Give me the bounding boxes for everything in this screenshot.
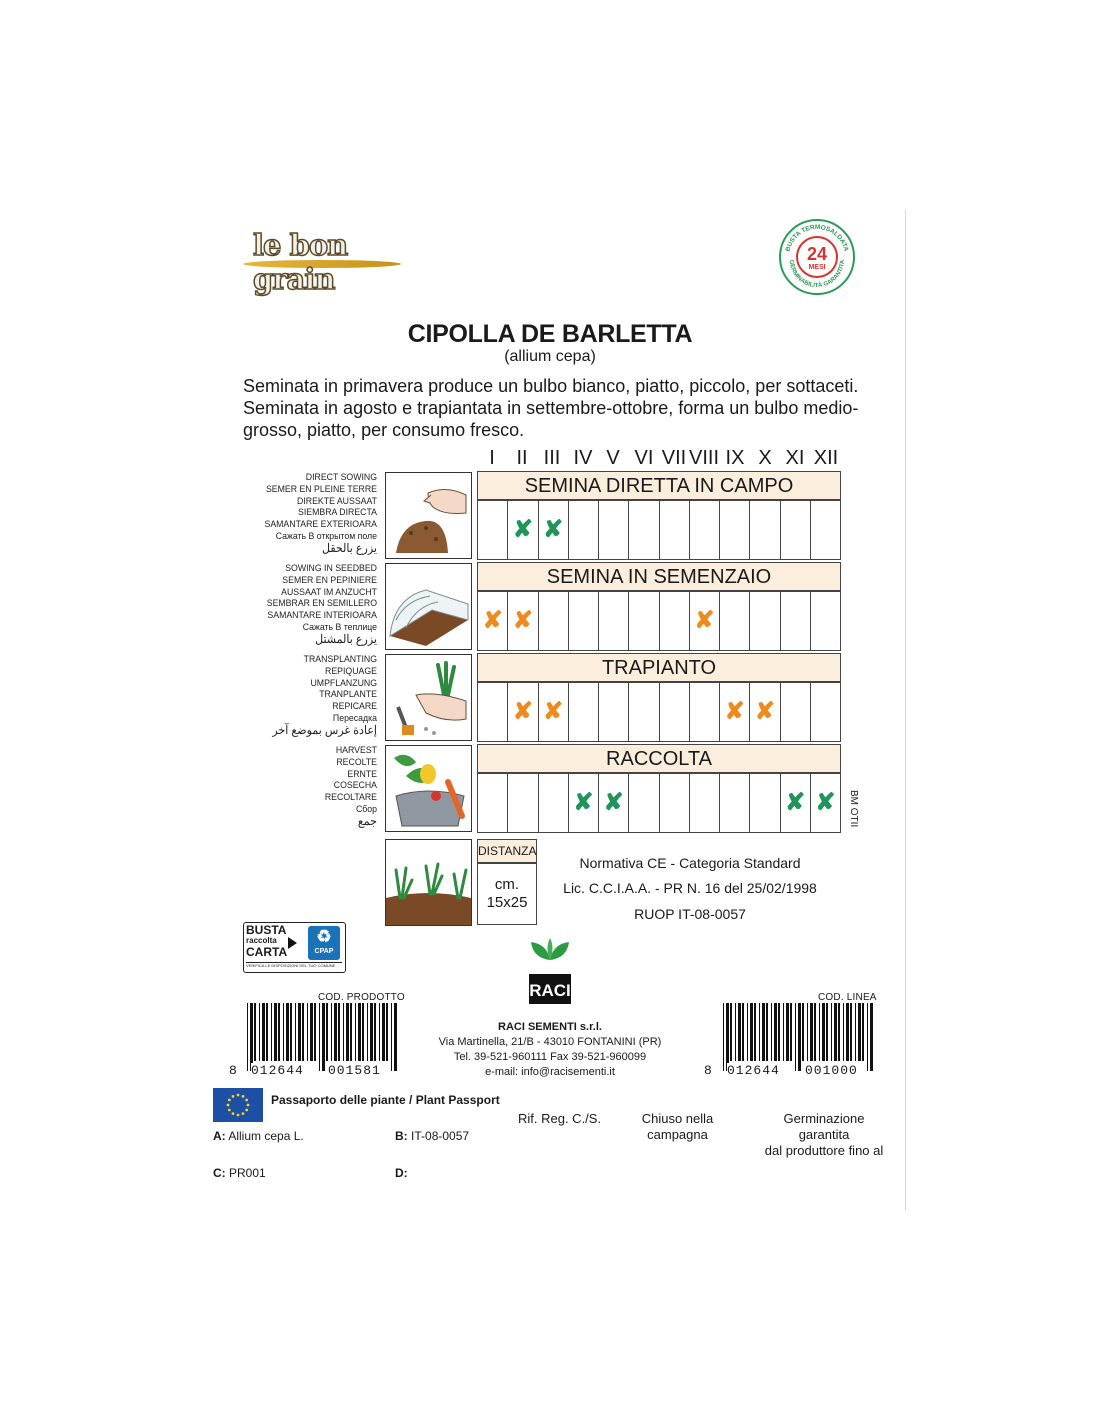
calendar-cell bbox=[569, 592, 599, 650]
calendar-mark: ✘ bbox=[603, 789, 624, 816]
busta-footer: VERIFICA LE DISPOSIZIONI DEL TUO COMUNE bbox=[246, 962, 342, 968]
barcode-bar bbox=[747, 1003, 748, 1061]
barcode-bar bbox=[735, 1003, 736, 1061]
barcode-bar bbox=[778, 1003, 780, 1061]
calendar-cell bbox=[811, 774, 840, 832]
barcode-bar bbox=[858, 1003, 861, 1061]
calendar-cell bbox=[660, 592, 690, 650]
eu-flag-icon bbox=[213, 1088, 263, 1122]
seal-unit: MESI bbox=[808, 264, 826, 271]
calendar-cell bbox=[720, 683, 750, 741]
normativa-line-3: RUOP IT-08-0057 bbox=[634, 906, 746, 922]
barcode-bar bbox=[831, 1003, 832, 1061]
calendar-mark: ✘ bbox=[543, 516, 564, 543]
barcode-bar bbox=[310, 1003, 313, 1061]
month-label: VIII bbox=[689, 447, 720, 469]
barcode-bar bbox=[355, 1003, 356, 1061]
calendar-cell bbox=[690, 592, 720, 650]
calendar-cell bbox=[599, 774, 629, 832]
calendar-cell bbox=[781, 592, 811, 650]
calendar-cell bbox=[569, 501, 599, 559]
calendar-mark: ✘ bbox=[512, 607, 533, 634]
calendar-cell bbox=[660, 774, 690, 832]
month-label: V bbox=[606, 447, 620, 469]
barcode-bar bbox=[278, 1003, 280, 1061]
busta-line3: CARTA bbox=[246, 945, 288, 959]
direct-sowing-illustration bbox=[385, 472, 472, 559]
product-latin-name: (allium cepa) bbox=[504, 348, 596, 365]
calendar-cell bbox=[629, 683, 659, 741]
barcode-bar bbox=[843, 1003, 844, 1061]
barcode-bar bbox=[302, 1003, 304, 1061]
barcode-bar bbox=[358, 1003, 361, 1061]
calendar-cell bbox=[629, 501, 659, 559]
raci-email: e-mail: info@racisementi.it bbox=[485, 1066, 615, 1078]
trapianto-calendar bbox=[477, 682, 841, 742]
transplanting-illustration bbox=[385, 654, 472, 741]
passport-d: D: bbox=[395, 1166, 408, 1180]
barcode-bar bbox=[250, 1003, 253, 1071]
month-label: X bbox=[758, 447, 772, 469]
barcode-bar bbox=[783, 1003, 784, 1061]
calendar-cell bbox=[478, 774, 508, 832]
cod-linea-label: COD. LINEA bbox=[818, 992, 877, 1003]
month-label: III bbox=[543, 447, 561, 469]
barcode-bar bbox=[774, 1003, 777, 1061]
cod-prodotto-label: COD. PRODOTTO bbox=[318, 992, 405, 1003]
calendar-mark: ✘ bbox=[754, 698, 775, 725]
barcode-bar bbox=[759, 1003, 760, 1061]
eu-star bbox=[228, 1099, 231, 1102]
barcode-bar bbox=[254, 1003, 256, 1061]
barcode-left-digits2: 001581 bbox=[328, 1063, 381, 1078]
arrow-icon bbox=[288, 937, 297, 949]
distance-label: DISTANZA bbox=[477, 839, 537, 863]
harvest-illustration bbox=[385, 745, 472, 832]
calendar-cell bbox=[690, 774, 720, 832]
month-label: VII bbox=[661, 447, 687, 469]
barcode-bar bbox=[274, 1003, 277, 1061]
barcode-bar bbox=[726, 1003, 729, 1071]
barcode-right-digits2: 001000 bbox=[805, 1063, 858, 1078]
barcode-bar bbox=[867, 1003, 868, 1071]
barcode-bar bbox=[798, 1003, 801, 1071]
calendar-cell bbox=[660, 683, 690, 741]
calendar-cell bbox=[720, 501, 750, 559]
brand-logo bbox=[243, 222, 403, 296]
barcode-bar bbox=[331, 1003, 332, 1061]
eu-star bbox=[242, 1112, 245, 1115]
semina-semenzaio-band: SEMINA IN SEMENZAIO bbox=[477, 562, 841, 591]
barcode-bar bbox=[862, 1003, 864, 1061]
barcode-bar bbox=[307, 1003, 308, 1061]
logo-text: le bon grain bbox=[253, 228, 348, 296]
barcode-bar bbox=[379, 1003, 380, 1061]
barcode-bar bbox=[723, 1003, 724, 1071]
raci-company: RACI SEMENTI s.r.l. bbox=[498, 1021, 602, 1033]
line-barcode bbox=[721, 1003, 873, 1071]
month-label: VI bbox=[634, 447, 654, 469]
eu-star bbox=[237, 1094, 240, 1097]
barcode-bar bbox=[762, 1003, 765, 1061]
barcode-bar bbox=[834, 1003, 837, 1061]
calendar-cell bbox=[781, 774, 811, 832]
barcode-bar bbox=[362, 1003, 364, 1061]
calendar-cell bbox=[539, 592, 569, 650]
barcode-bar bbox=[846, 1003, 849, 1061]
product-description: Seminata in primavera produce un bulbo bianco, piatto, piccolo, per sottaceti. Seminata in agosto e trapiantata in settembre-ottobre, forma un bulbo medio-grosso, piatto, per consumo fresco. bbox=[243, 376, 859, 440]
barcode-bar bbox=[382, 1003, 385, 1061]
calendar-cell bbox=[629, 592, 659, 650]
barcode-bar bbox=[259, 1003, 260, 1061]
calendar-cell bbox=[508, 683, 538, 741]
barcode-bar bbox=[271, 1003, 272, 1061]
calendar-cell bbox=[750, 501, 780, 559]
barcode-bar bbox=[290, 1003, 292, 1061]
trapianto-band: TRAPIANTO bbox=[477, 653, 841, 682]
calendar-mark: ✘ bbox=[482, 607, 503, 634]
barcode-bar bbox=[771, 1003, 772, 1061]
barcode-bar bbox=[754, 1003, 756, 1061]
passport-a: A: Allium cepa L. bbox=[213, 1129, 304, 1143]
barcode-bar bbox=[807, 1003, 808, 1061]
busta-badge: CPAP bbox=[314, 948, 334, 955]
barcode-bar bbox=[295, 1003, 296, 1061]
raccolta-band: RACCOLTA bbox=[477, 744, 841, 773]
barcode-left-first: 8 bbox=[229, 1063, 238, 1078]
product-barcode bbox=[245, 1003, 397, 1071]
month-label: I bbox=[489, 447, 495, 469]
month-label: II bbox=[516, 447, 528, 469]
barcode-bar bbox=[343, 1003, 344, 1061]
barcode-bar bbox=[750, 1003, 753, 1061]
barcode-bar bbox=[870, 1003, 873, 1071]
barcode-bar bbox=[819, 1003, 820, 1061]
calendar-cell bbox=[720, 592, 750, 650]
calendar-mark: ✘ bbox=[785, 789, 806, 816]
calendar-cell bbox=[811, 501, 840, 559]
distance-spacing: 15x25 bbox=[486, 894, 528, 911]
calendar-cell bbox=[811, 592, 840, 650]
calendar-mark: ✘ bbox=[573, 789, 594, 816]
semina-diretta-band: SEMINA DIRETTA IN CAMPO bbox=[477, 471, 841, 500]
barcode-bar bbox=[350, 1003, 352, 1061]
barcode-right-first: 8 bbox=[704, 1063, 713, 1078]
eu-star bbox=[245, 1109, 248, 1112]
calendar-cell bbox=[781, 683, 811, 741]
spacing-illustration bbox=[385, 839, 472, 926]
barcode-bar bbox=[810, 1003, 813, 1061]
calendar-cell bbox=[569, 774, 599, 832]
germinazione-garantita: Germinazione garantita dal produttore fino al bbox=[764, 1111, 884, 1158]
calendar-cell bbox=[811, 683, 840, 741]
barcode-bar bbox=[326, 1003, 328, 1061]
barcode-bar bbox=[855, 1003, 856, 1061]
normativa-line-1: Normativa CE - Categoria Standard bbox=[579, 855, 801, 871]
barcode-bar bbox=[822, 1003, 825, 1061]
eu-star bbox=[227, 1104, 230, 1107]
calendar-mark: ✘ bbox=[512, 516, 533, 543]
barcode-bar bbox=[247, 1003, 248, 1071]
paper-recycling-badge bbox=[243, 922, 346, 973]
barcode-bar bbox=[322, 1003, 325, 1071]
barcode-bar bbox=[730, 1003, 732, 1061]
distance-unit: cm. bbox=[494, 876, 520, 893]
eu-star bbox=[232, 1112, 235, 1115]
calendar-mark: ✘ bbox=[724, 698, 745, 725]
month-label: XI bbox=[785, 447, 805, 469]
calendar-cell bbox=[690, 501, 720, 559]
calendar-cell bbox=[690, 683, 720, 741]
barcode-bar bbox=[370, 1003, 373, 1061]
calendar-cell bbox=[539, 774, 569, 832]
calendar-mark: ✘ bbox=[694, 607, 715, 634]
raci-logo bbox=[527, 938, 573, 1008]
product-name: CIPOLLA DE BARLETTA bbox=[407, 320, 693, 348]
normativa-line-2: Lic. C.C.I.A.A. - PR N. 16 del 25/02/1998 bbox=[563, 880, 817, 896]
barcode-bar bbox=[394, 1003, 397, 1071]
raci-address: Via Martinella, 21/B - 43010 FONTANINI (PR) bbox=[438, 1036, 662, 1048]
month-label: IX bbox=[725, 447, 745, 469]
calendar-cell bbox=[599, 501, 629, 559]
calendar-cell bbox=[539, 683, 569, 741]
calendar-mark: ✘ bbox=[543, 698, 564, 725]
barcode-right-digits1: 012644 bbox=[727, 1063, 780, 1078]
calendar-cell bbox=[750, 683, 780, 741]
barcode-bar bbox=[742, 1003, 744, 1061]
side-code: BM OTII bbox=[848, 790, 859, 828]
barcode-bar bbox=[795, 1003, 796, 1071]
calendar-cell bbox=[508, 592, 538, 650]
distance-value bbox=[477, 863, 537, 925]
barcode-left-digits1: 012644 bbox=[251, 1063, 304, 1078]
barcode-bar bbox=[298, 1003, 301, 1061]
calendar-mark: ✘ bbox=[815, 789, 836, 816]
calendar-cell bbox=[599, 683, 629, 741]
barcode-bar bbox=[386, 1003, 388, 1061]
calendar-cell bbox=[750, 774, 780, 832]
barcode-bar bbox=[367, 1003, 368, 1061]
rif-reg: Rif. Reg. C./S. bbox=[518, 1111, 602, 1126]
eu-star bbox=[232, 1095, 235, 1098]
eu-star bbox=[237, 1114, 240, 1117]
barcode-bar bbox=[286, 1003, 289, 1061]
passport-b: B: IT-08-0057 bbox=[395, 1129, 470, 1143]
barcode-bar bbox=[338, 1003, 340, 1061]
calendar-cell bbox=[660, 501, 690, 559]
seal-number: 24 bbox=[806, 244, 828, 264]
barcode-bar bbox=[346, 1003, 349, 1061]
calendar-cell bbox=[508, 501, 538, 559]
seal-bottom-text: GERMINABILITÀ GARANTITA bbox=[787, 259, 847, 290]
barcode-bar bbox=[283, 1003, 284, 1061]
eu-star bbox=[245, 1099, 248, 1102]
barcode-bar bbox=[262, 1003, 265, 1061]
barcode-bar bbox=[786, 1003, 789, 1061]
calendar-cell bbox=[478, 501, 508, 559]
plant-passport-title: Passaporto delle piante / Plant Passport bbox=[271, 1093, 500, 1107]
barcode-bar bbox=[334, 1003, 337, 1061]
raci-phone: Tel. 39-521-960111 Fax 39-521-960099 bbox=[453, 1051, 647, 1063]
eu-star bbox=[247, 1104, 250, 1107]
eu-star bbox=[242, 1095, 245, 1098]
barcode-bar bbox=[314, 1003, 316, 1061]
busta-line2: raccolta bbox=[246, 936, 277, 945]
semina-semenzaio-calendar bbox=[477, 591, 841, 651]
barcode-bar bbox=[802, 1003, 804, 1061]
barcode-bar bbox=[266, 1003, 268, 1061]
transplanting-labels: TRANSPLANTING REPIQUAGE UMPFLANZUNG TRANPLANTE REPICARE Пересадка إعادة غرس بموضع آخر bbox=[272, 654, 377, 737]
calendar-cell bbox=[750, 592, 780, 650]
seedbed-illustration bbox=[385, 563, 472, 650]
cpap-recycle-icon: ♻ CPAP bbox=[308, 926, 340, 960]
barcode-bar bbox=[374, 1003, 376, 1061]
busta-line1: BUSTA bbox=[246, 923, 287, 937]
eu-star bbox=[228, 1109, 231, 1112]
calendar-cell bbox=[539, 501, 569, 559]
calendar-cell bbox=[629, 774, 659, 832]
barcode-bar bbox=[850, 1003, 852, 1061]
barcode-bar bbox=[790, 1003, 792, 1061]
raccolta-calendar bbox=[477, 773, 841, 833]
calendar-cell bbox=[569, 683, 599, 741]
calendar-cell bbox=[599, 592, 629, 650]
harvest-labels: HARVEST RECOLTE ERNTE COSECHA RECOLTARE Сбор جمع bbox=[324, 745, 377, 828]
calendar-cell bbox=[781, 501, 811, 559]
calendar-mark: ✘ bbox=[512, 698, 533, 725]
barcode-bar bbox=[766, 1003, 768, 1061]
chiuso-campagna: Chiuso nella campagna bbox=[641, 1111, 714, 1142]
raci-logo-text: RACI bbox=[529, 981, 571, 1000]
barcode-bar bbox=[826, 1003, 828, 1061]
calendar-cell bbox=[720, 774, 750, 832]
calendar-cell bbox=[478, 683, 508, 741]
passport-c: C: PR001 bbox=[213, 1166, 266, 1180]
seedbed-sowing-labels: SOWING IN SEEDBED SEMER EN PEPINIERE AUSSAAT IM ANZUCHT SEMBRAR EN SEMILLERO SAMANTARE INTERIOARA Сажать В теплице يزرع بالمشتل bbox=[266, 563, 377, 646]
seal-top-text: BUSTA TERMOSALDATA bbox=[784, 223, 850, 253]
barcode-bar bbox=[838, 1003, 840, 1061]
direct-sowing-labels: DIRECT SOWING SEMER EN PLEINE TERRE DIREKTE AUSSAAT SIEMBRA DIRECTA SAMANTARE EXTERIOARA Сажать В открытом поле يزرع بالحقل bbox=[264, 472, 377, 555]
guarantee-seal bbox=[778, 218, 856, 296]
barcode-bar bbox=[319, 1003, 320, 1071]
month-label: XII bbox=[813, 447, 839, 469]
barcode-bar bbox=[814, 1003, 816, 1061]
calendar-cell bbox=[508, 774, 538, 832]
calendar-cell bbox=[478, 592, 508, 650]
month-label: IV bbox=[573, 447, 593, 469]
semina-diretta-calendar bbox=[477, 500, 841, 560]
barcode-bar bbox=[391, 1003, 392, 1071]
barcode-bar bbox=[738, 1003, 741, 1061]
